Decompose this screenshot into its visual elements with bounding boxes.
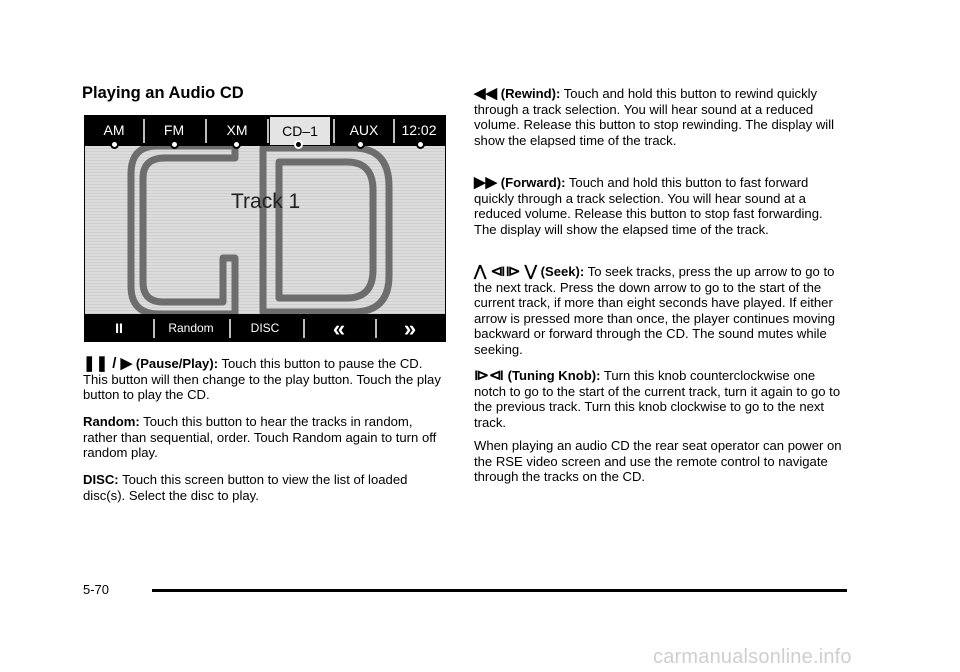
forward-label: (Forward):: [500, 175, 566, 190]
tuning-knob-paragraph: [474, 368, 846, 430]
random-label: Random:: [83, 414, 140, 429]
rewind-paragraph: [474, 86, 846, 148]
random-button[interactable]: Random: [168, 321, 214, 335]
forward-icon: ▶▶: [474, 174, 498, 191]
separator: [143, 119, 145, 143]
page-number: 5-70: [83, 582, 110, 597]
rse-text: When playing an audio CD the rear seat operator can power on the RSE video screen and use the remote control to navigate through the tracks on the CD.: [474, 438, 842, 484]
source-button-aux[interactable]: AUX: [349, 122, 379, 138]
source-bar: [85, 116, 445, 146]
tuning-knob-icon: ⧐⧏: [474, 367, 504, 384]
seek-label: (Seek):: [540, 264, 585, 279]
disc-label: DISC:: [83, 472, 119, 487]
cd-letters-graphic: [85, 146, 445, 314]
track-title: Track 1: [231, 190, 301, 213]
rewind-label: (Rewind):: [500, 86, 561, 101]
separator: [303, 319, 305, 338]
seek-paragraph: [474, 264, 846, 357]
control-bar: [85, 316, 445, 341]
source-button-fm[interactable]: FM: [163, 122, 185, 138]
pause-play-label: (Pause/Play):: [135, 356, 219, 371]
separator: [375, 319, 377, 338]
indicator-dot: [110, 140, 119, 149]
indicator-dot: [356, 140, 365, 149]
tuning-knob-text: Turn this knob counterclockwise one notch to go to the start of the current track, turn it again to go to the previous track. Turn this knob clockwise to go to the next track.: [474, 368, 841, 430]
tuning-knob-label: (Tuning Knob):: [507, 368, 601, 383]
pause-button[interactable]: II: [115, 320, 123, 336]
separator: [153, 319, 155, 338]
indicator-dot: [416, 140, 425, 149]
random-text: Touch this button to hear the tracks in random, rather than sequential, order. Touch Random again to turn off random play.: [83, 414, 437, 460]
separator: [333, 119, 335, 143]
forward-text: Touch and hold this button to fast forward quickly through a track selection. You will hear sound at a reduced volume. Release this button to stop fast forwarding. The display will show the elapsed time of the track.: [474, 175, 823, 237]
footer-rule: [152, 589, 847, 592]
rewind-button[interactable]: «: [332, 316, 346, 341]
indicator-dot-active: [294, 140, 303, 149]
source-button-cd1[interactable]: CD–1: [269, 116, 331, 146]
random-paragraph: [83, 414, 443, 461]
pause-play-icon: ❚❚ / ▶: [83, 355, 133, 372]
rewind-text: Touch and hold this button to rewind quickly through a track selection. You will hear sound at a reduced volume. Release this button to stop rewinding. The display will show the elapsed time of the track.: [474, 86, 835, 148]
disc-paragraph: [83, 472, 443, 503]
forward-button[interactable]: »: [403, 316, 417, 341]
page-heading: Playing an Audio CD: [82, 84, 244, 102]
cd-display-area: [85, 146, 445, 314]
separator: [205, 119, 207, 143]
seek-text: To seek tracks, press the up arrow to go to the next track. Press the down arrow to go to the start of the current track, if more than eight seconds have played. If either arrow is pressed more than once, the player continues moving backward or forward through the CD. The sound mutes while seeking.: [474, 264, 835, 357]
pause-play-paragraph: [83, 356, 443, 403]
pause-play-text: Touch this button to pause the CD. This button will then change to the play button. Touch the play button to play the CD.: [83, 356, 441, 402]
seek-icon: ⋀ ⧏⧐ ⋁: [474, 263, 537, 280]
disc-button[interactable]: DISC: [250, 321, 280, 335]
source-button-am[interactable]: AM: [103, 122, 125, 138]
cd-screen-illustration: [84, 115, 446, 342]
watermark: carmanualsonline.info: [653, 646, 852, 668]
separator: [229, 319, 231, 338]
indicator-dot: [170, 140, 179, 149]
source-button-xm[interactable]: XM: [226, 122, 248, 138]
forward-paragraph: [474, 175, 846, 237]
rse-paragraph: [474, 438, 846, 485]
disc-text: Touch this screen button to view the list of loaded disc(s). Select the disc to play.: [83, 472, 408, 503]
clock-display: 12:02: [401, 122, 437, 138]
indicator-dot: [232, 140, 241, 149]
rewind-icon: ◀◀: [474, 85, 498, 102]
